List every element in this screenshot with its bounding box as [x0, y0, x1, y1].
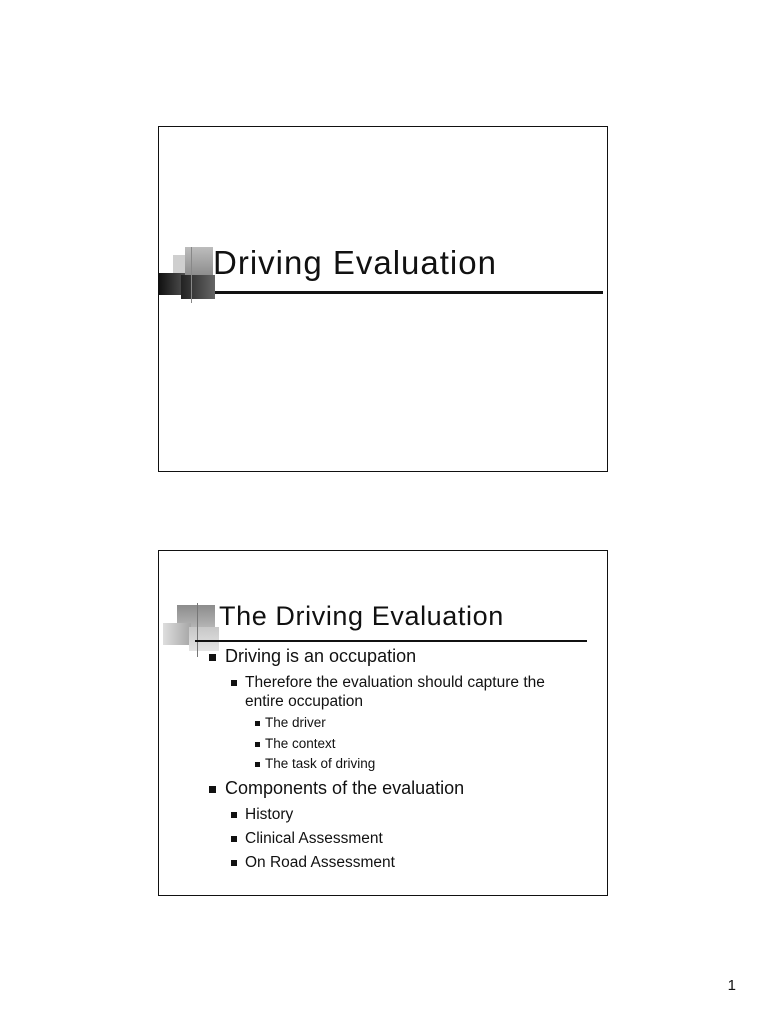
title-decoration-squares [159, 245, 219, 305]
bullet-level2: History [245, 805, 293, 824]
bullet-level1: Driving is an occupation [225, 646, 416, 667]
square-bullet-icon [231, 812, 237, 818]
slide-1 [158, 126, 608, 472]
square-bullet-icon [255, 742, 260, 747]
bullet-level3: The context [265, 736, 336, 751]
slide-1-title: Driving Evaluation [213, 244, 497, 281]
square-bullet-icon [231, 860, 237, 866]
bullet-level1: Components of the evaluation [225, 778, 464, 799]
square-bullet-icon [209, 654, 216, 661]
bullet-level3: The task of driving [265, 756, 375, 771]
slide-2-title: The Driving Evaluation [219, 601, 504, 631]
title-decoration-squares [163, 603, 223, 659]
square-bullet-icon [231, 680, 237, 686]
page-number: 1 [727, 977, 736, 994]
slide-2 [158, 550, 608, 896]
bullet-level2: Clinical Assessment [245, 829, 383, 848]
slide-2-title-rule [195, 640, 587, 642]
square-bullet-icon [231, 836, 237, 842]
square-bullet-icon [209, 786, 216, 793]
slide-1-title-rule [215, 291, 603, 294]
square-bullet-icon [255, 721, 260, 726]
square-bullet-icon [255, 762, 260, 767]
bullet-level2: On Road Assessment [245, 853, 395, 872]
bullet-level2: Therefore the evaluation should capture the entire occupation [245, 673, 545, 711]
bullet-level3: The driver [265, 715, 326, 730]
